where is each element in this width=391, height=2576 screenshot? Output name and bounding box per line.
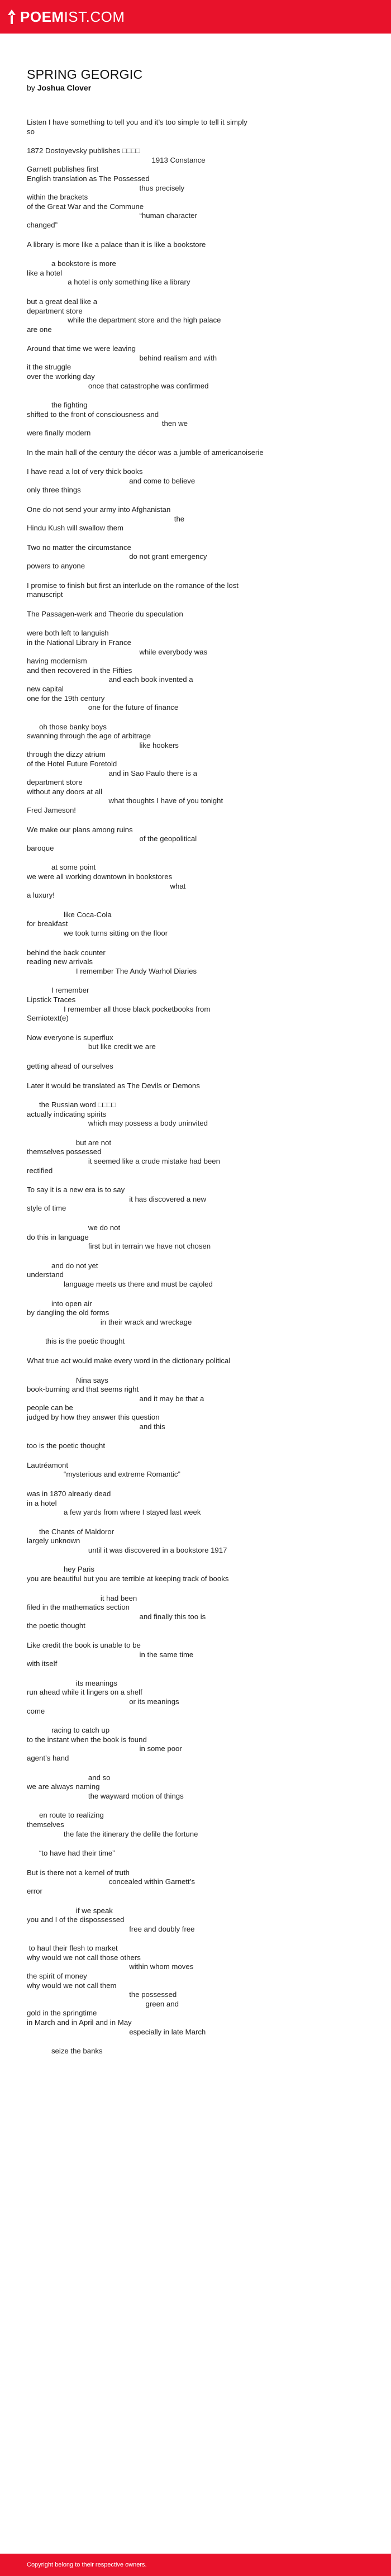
stanza-break [27,1023,364,1033]
poem-line: Hindu Kush will swallow them [27,524,123,533]
copyright-text: Copyright belong to their respective owners. [27,2561,147,2568]
poem-line: and it may be that a [27,1394,204,1403]
poem-line: judged by how they answer this question [27,1412,160,1421]
stanza-break [27,249,364,259]
poem-line: concealed within Garnett’s [27,1877,195,1886]
stanza-break [27,2037,364,2047]
poem-line: having modernism [27,657,87,666]
stanza-break [27,1801,364,1811]
poem-line: like hookers [27,741,179,749]
poem-line: themselves [27,1820,64,1829]
poem-line: the wayward motion of things [27,1791,184,1800]
poem-line: Garnett publishes first [27,165,99,174]
logo-bold-text: POEM [20,8,64,25]
poem-line: new capital [27,684,64,693]
poem-line: baroque [27,843,54,852]
poem-line: largely unknown [27,1536,80,1545]
poem-line: Later it would be translated as The Devils or Demons [27,1081,200,1090]
pen-nib-icon [8,10,16,24]
poem-line: department store [27,778,83,787]
stanza-break [27,1090,364,1100]
poem-line: swanning through the age of arbitrage [27,732,151,741]
poem-line: actually indicating spirits [27,1109,107,1118]
poem-line: and do not yet [27,1261,98,1270]
poem-line: seize the banks [27,2047,103,2056]
poem-line: but like credit we are [27,1042,156,1051]
poem-line: come [27,1706,45,1715]
poem-line: behind the back counter [27,948,106,957]
poem-line: of the geopolitical [27,834,197,843]
poem-line: which may possess a body uninvited [27,1119,208,1128]
poem-line: language meets us there and must be cajoled [27,1280,213,1288]
poem-line: do this in language [27,1232,89,1241]
poem-line: 1913 Constance [27,155,206,164]
poem-line: in a hotel [27,1498,57,1507]
poem-line: with itself [27,1659,58,1668]
poem-line: I remember all those black pocketbooks from [27,1004,211,1013]
poem-line: the possessed [27,1990,177,1999]
poem-line: a bookstore is more [27,259,116,268]
poem-line: agent’s hand [27,1753,69,1762]
poem-line: what thoughts I have of you tonight [27,796,223,805]
poem-line: what [27,881,186,890]
poem-line: you and I of the dispossessed [27,1915,125,1924]
stanza-break [27,1251,364,1261]
poem-line: I have read a lot of very thick books [27,467,143,476]
poem-line: at some point [27,863,96,872]
poem-line: it the struggle [27,363,71,372]
poem-line: it has discovered a new [27,1194,207,1203]
stanza-break [27,1896,364,1906]
poem-line: gold in the springtime [27,2009,97,2018]
poem-line: hey Paris [27,1565,94,1574]
logo-rest-text: IST.COM [64,8,125,25]
poem-line: and so [27,1773,111,1782]
stanza-break [27,287,364,297]
poem-line: and each book invented a [27,675,193,684]
poem-line: like a hotel [27,268,63,277]
stanza-break [27,600,364,610]
poem-line: Listen I have something to tell you and it’s too simple to tell it simply [27,118,247,126]
poem-line: green and [27,1999,179,2008]
stanza-break [27,1631,364,1641]
poem-line: and this [27,1422,165,1431]
poem-line: to the instant when the book is found [27,1735,147,1744]
site-header [0,0,391,34]
poem-line: why would we not call them [27,1981,117,1990]
stanza-break [27,1763,364,1773]
poem-line: and in Sao Paulo there is a [27,768,197,777]
poem-page [0,34,391,2538]
poem-line: are one [27,325,52,334]
stanza-break [27,136,364,146]
stanza-break [27,1555,364,1565]
poem-title: SPRING GEORGIC [27,67,143,82]
poem-line: run ahead while it lingers on a shelf [27,1688,142,1697]
stanza-break [27,533,364,543]
poem-line: in their wrack and wreckage [27,1317,192,1326]
poem-line: within whom moves [27,1962,194,1971]
poem-line: Lipstick Traces [27,995,76,1004]
poem-line: the Chants of Maldoror [27,1527,115,1536]
poem-line: we were all working downtown in bookstores [27,872,173,881]
poem-line: over the working day [27,372,95,381]
stanza-break [27,1716,364,1726]
site-logo[interactable] [8,8,125,26]
poem-line: and finally this too is [27,1612,206,1621]
poem-line: manuscript [27,590,63,599]
poem-line: we took turns sitting on the floor [27,928,168,937]
poem-line: was in 1870 already dead [27,1489,111,1498]
poem-line: by dangling the old forms [27,1308,109,1317]
poem-line: you are beautiful but you are terrible at keeping track of books [27,1574,229,1583]
poem-line: oh those banky boys [27,722,107,731]
poem-line: a hotel is only something like a library [27,278,190,287]
stanza-break [27,1346,364,1356]
poem-line: so [27,127,35,136]
poem-line: if we speak [27,1906,113,1915]
poem-line: in some poor [27,1744,182,1753]
stanza-break [27,391,364,401]
stanza-break [27,900,364,910]
poem-line: first but in terrain we have not chosen [27,1242,211,1251]
poem-line: We make our plans among ruins [27,825,133,834]
stanza-break [27,334,364,344]
poem-line: it seemed like a crude mistake had been [27,1157,220,1166]
stanza-break [27,1327,364,1337]
site-footer [0,2554,391,2576]
stanza-break [27,438,364,448]
poem-line: one for the 19th century [27,694,105,703]
stanza-break [27,1584,364,1594]
poem-line: why would we not call those others [27,1953,141,1962]
poem-line: filed in the mathematics section [27,1603,130,1612]
poem-line: while the department store and the high palace [27,316,221,325]
stanza-break [27,1071,364,1081]
byline [27,83,364,92]
byline-prefix: by [27,83,35,92]
poem-line: a luxury! [27,891,55,900]
poem-line: book-burning and that seems right [27,1385,139,1394]
poem-line: changed” [27,220,58,229]
poem-line: the fighting [27,401,88,410]
poem-line: the spirit of money [27,1972,87,1981]
poem-line: were both left to languish [27,629,109,638]
poem-line: like Coca-Cola [27,910,112,919]
poem-line: Two no matter the circumstance [27,543,131,552]
poem-line: while everybody was [27,647,208,656]
stanza-break [27,853,364,863]
stanza-break [27,457,364,467]
poem-body [27,118,364,2538]
stanza-break [27,1213,364,1223]
poem-line: people can be [27,1403,73,1412]
poem-line: for breakfast [27,919,68,928]
poem-line: powers to anyone [27,561,85,570]
poem-line: we do not [27,1223,121,1232]
stanza-break [27,1479,364,1489]
poem-line: What true act would make every word in the dictionary political [27,1356,231,1365]
poem-line: style of time [27,1204,66,1213]
poem-line: behind realism and with [27,353,217,362]
poem-line: Semiotext(e) [27,1014,69,1023]
stanza-break [27,1934,364,1944]
poem-line: getting ahead of ourselves [27,1061,113,1070]
poem-line: of the Great War and the Commune [27,202,144,211]
stanza-break [27,230,364,240]
poem-line: we are always naming [27,1782,100,1791]
stanza-break [27,1517,364,1527]
poem-line: error [27,1886,42,1895]
poem-line: “to have had their time” [27,1849,115,1858]
poem-line: of the Hotel Future Foretold [27,760,117,768]
poem-line: do not grant emergency [27,552,207,561]
stanza-break [27,713,364,723]
poem-line: but are not [27,1138,111,1147]
stanza-break [27,815,364,826]
poem-line: especially in late March [27,2027,206,2036]
poem-line: or its meanings [27,1697,179,1706]
poem-line: Lautréamont [27,1460,69,1469]
poem-line: thus precisely [27,183,185,192]
stanza-break [27,1858,364,1868]
stanza-break [27,938,364,948]
stanza-break [27,1431,364,1441]
poem-line: understand [27,1270,64,1279]
poem-line: in the National Library in France [27,638,131,647]
poem-line: its meanings [27,1678,117,1687]
poem-line: Fred Jameson! [27,806,76,815]
poem-line: until it was discovered in a bookstore 1917 [27,1545,227,1554]
poem-line: “mysterious and extreme Romantic” [27,1470,180,1479]
poem-line: I remember [27,986,89,995]
stanza-break [27,1289,364,1299]
poem-line: one for the future of finance [27,703,179,712]
poem-line: then we [27,419,188,428]
poem-line: and then recovered in the Fifties [27,666,132,675]
poem-line: into open air [27,1299,92,1308]
poem-line: in March and in April and in May [27,2018,132,2027]
poem-line: But is there not a kernel of truth [27,1868,130,1877]
poem-line: a few yards from where I stayed last week [27,1508,201,1517]
stanza-break [27,1175,364,1185]
poem-line: en route to realizing [27,1811,104,1820]
poem-line: the fate the itinerary the defile the fortune [27,1829,198,1838]
poem-line: Now everyone is superflux [27,1033,113,1042]
poem-line: One do not send your army into Afghanistan [27,505,171,514]
poem-line: without any doors at all [27,787,102,796]
poem-line: it had been [27,1593,137,1602]
poem-line: only three things [27,486,81,495]
poem-line: through the dizzy atrium [27,750,106,759]
stanza-break [27,571,364,581]
stanza-break [27,1052,364,1062]
poem-line: reading new arrivals [27,957,93,966]
stanza-break [27,1839,364,1849]
poem-line: this is the poetic thought [27,1337,125,1346]
poem-line: were finally modern [27,429,91,438]
poem-line: but a great deal like a [27,297,98,306]
author-link[interactable]: Joshua Clover [37,83,92,92]
stanza-break [27,1669,364,1679]
poem-line: themselves possessed [27,1147,102,1156]
poem-line: department store [27,306,83,315]
poem-line: Like credit the book is unable to be [27,1641,141,1650]
poem-line: in the same time [27,1650,194,1659]
stanza-break [27,976,364,986]
poem-line: The Passagen-werk and Theorie du speculation [27,609,183,618]
poem-line: “human character [27,211,197,220]
poem-line: the Russian word □□□□ [27,1100,116,1109]
poem-line: shifted to the front of consciousness and [27,410,159,419]
stanza-break [27,1451,364,1461]
poem-line: English translation as The Possessed [27,174,150,183]
poem-line: I remember The Andy Warhol Diaries [27,966,197,975]
poem-line: racing to catch up [27,1726,110,1735]
poem-line: I promise to finish but first an interlude on the romance of the lost [27,581,239,590]
stanza-break [27,495,364,505]
poem-line: rectified [27,1166,53,1175]
stanza-break [27,619,364,629]
poem-line: within the brackets [27,193,88,202]
poem-line: to haul their flesh to market [27,1944,118,1953]
poem-line: In the main hall of the century the décor was a jumble of americanoiserie [27,448,264,457]
poem-line: 1872 Dostoyevsky publishes □□□□ [27,146,140,155]
poem-line: too is the poetic thought [27,1441,106,1450]
poem-line: To say it is a new era is to say [27,1185,125,1194]
poem-line: the [27,514,185,523]
stanza-break [27,1128,364,1138]
poem-line: once that catastrophe was confirmed [27,381,209,390]
poem-line: Around that time we were leaving [27,344,136,353]
stanza-break [27,1366,364,1376]
poem-line: Nina says [27,1375,108,1384]
poem-line: A library is more like a palace than it is like a bookstore [27,240,206,249]
poem-line: the poetic thought [27,1621,85,1630]
poem-line: free and doubly free [27,1924,195,1933]
poem-line: and come to believe [27,476,196,485]
